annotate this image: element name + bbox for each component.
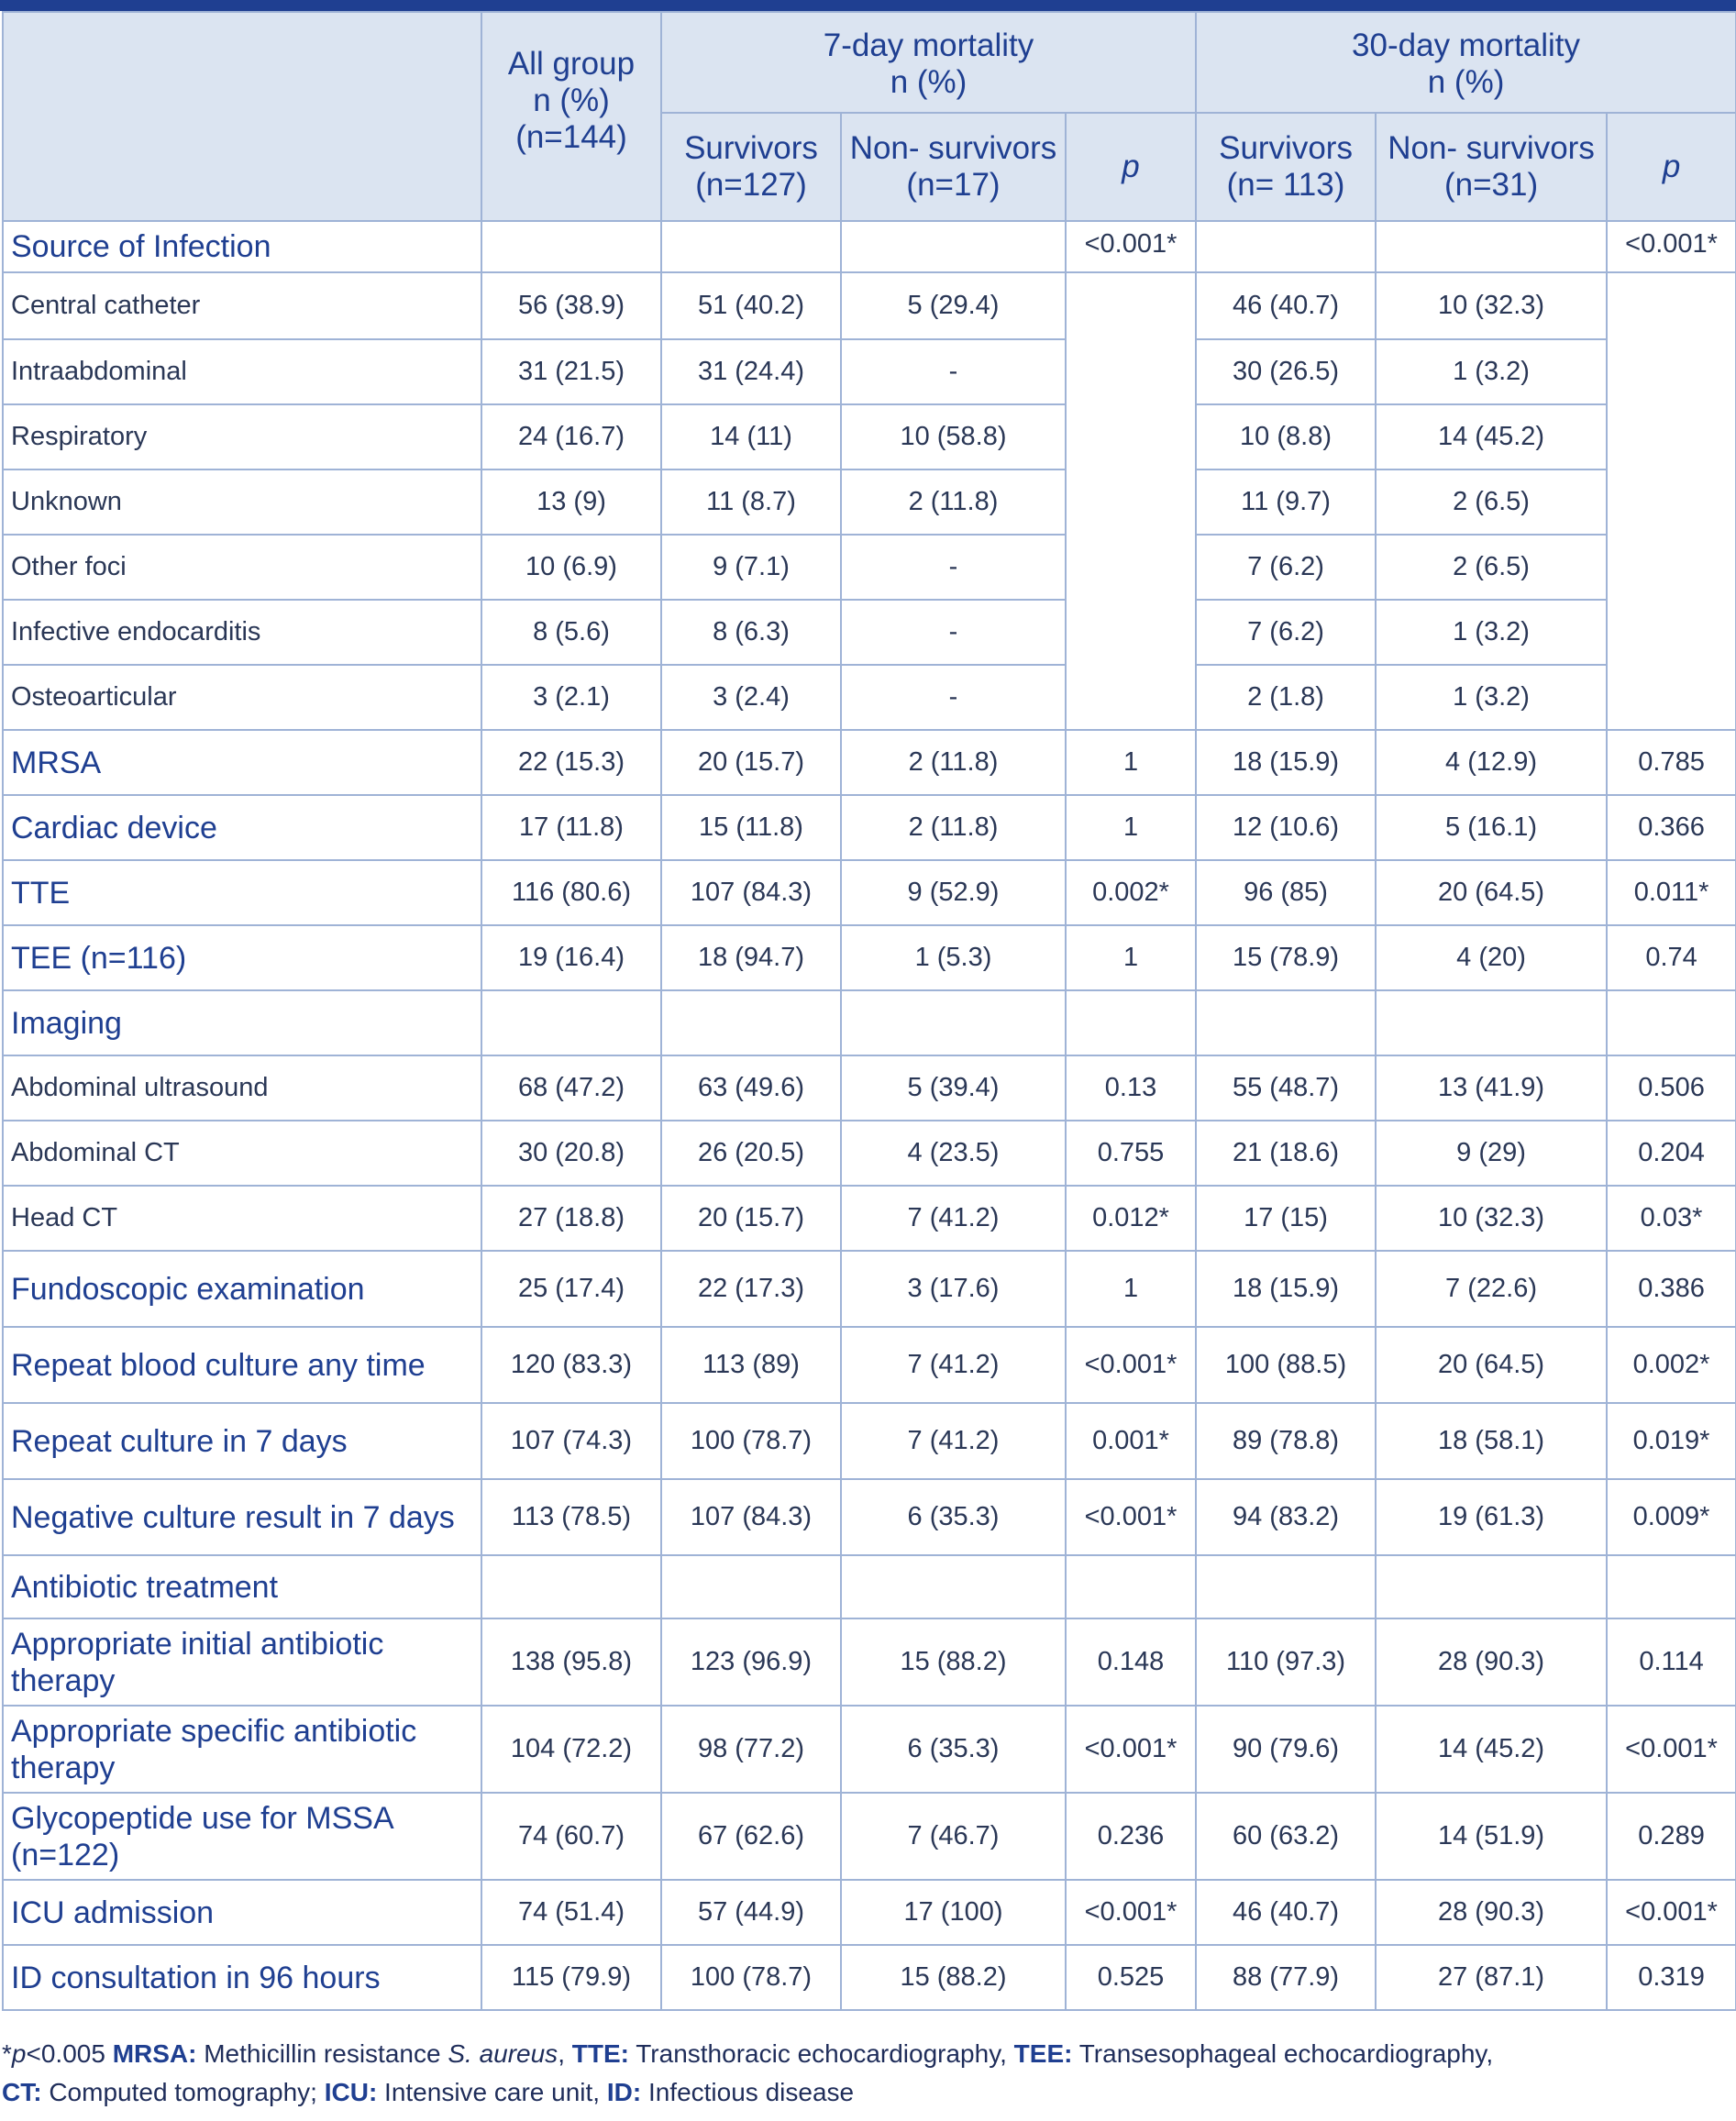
- cell-7day-p: <0.001*: [1066, 1327, 1196, 1403]
- cell-empty: [481, 221, 661, 272]
- cell-empty: [1376, 1555, 1607, 1618]
- cell-7day-survivors: 67 (62.6): [661, 1793, 841, 1880]
- cell-empty: [661, 990, 841, 1055]
- cell-30day-nonsurvivors: 27 (87.1): [1376, 1945, 1607, 2010]
- row-label: Central catheter: [3, 272, 481, 339]
- row-label: TTE: [3, 860, 481, 925]
- cell-all-group: 30 (20.8): [481, 1121, 661, 1186]
- cell-30day-nonsurvivors: 5 (16.1): [1376, 795, 1607, 860]
- cell-30day-p: 0.289: [1607, 1793, 1736, 1880]
- cell-7day-nonsurvivors: 6 (35.3): [841, 1479, 1066, 1555]
- cell-30day-p: <0.001*: [1607, 1706, 1736, 1793]
- cell-7day-p: 0.13: [1066, 1055, 1196, 1121]
- cell-7day-survivors: 107 (84.3): [661, 1479, 841, 1555]
- row-label: Appropriate initial antibiotic therapy: [3, 1618, 481, 1706]
- cell-30day-survivors: 60 (63.2): [1196, 1793, 1376, 1880]
- cell-7day-p: 0.148: [1066, 1618, 1196, 1706]
- cell-30day-survivors: 90 (79.6): [1196, 1706, 1376, 1793]
- cell-7day-nonsurvivors: 15 (88.2): [841, 1618, 1066, 1706]
- cell-empty: [661, 221, 841, 272]
- footnote-abbr: TTE:: [571, 2039, 629, 2068]
- table-row: [3, 860, 1736, 925]
- row-label: ID consultation in 96 hours: [3, 1945, 481, 2010]
- cell-7day-survivors: 100 (78.7): [661, 1945, 841, 2010]
- cell-30day-survivors: 17 (15): [1196, 1186, 1376, 1251]
- cell-30day-nonsurvivors: 19 (61.3): [1376, 1479, 1607, 1555]
- cell-all-group: 3 (2.1): [481, 665, 661, 730]
- cell-7day-p: 1: [1066, 1251, 1196, 1327]
- footnote-abbr: ICU:: [324, 2078, 378, 2106]
- cell-30day-survivors: 18 (15.9): [1196, 1251, 1376, 1327]
- cell-all-group: 8 (5.6): [481, 600, 661, 665]
- cell-7day-p: 0.236: [1066, 1793, 1196, 1880]
- table-row: [3, 1055, 1736, 1121]
- cell-empty: [841, 221, 1066, 272]
- cell-empty: [1196, 1555, 1376, 1618]
- table-row: [3, 1555, 1736, 1618]
- cell-30day-nonsurvivors: 20 (64.5): [1376, 860, 1607, 925]
- cell-30day-nonsurvivors: 9 (29): [1376, 1121, 1607, 1186]
- cell-30day-survivors: 96 (85): [1196, 860, 1376, 925]
- cell-30day-survivors: 11 (9.7): [1196, 469, 1376, 535]
- cell-all-group: 19 (16.4): [481, 925, 661, 990]
- section-imaging: Imaging: [3, 990, 481, 1055]
- cell-all-group: 10 (6.9): [481, 535, 661, 600]
- table-row: [3, 1706, 1736, 1793]
- cell-all-group: 138 (95.8): [481, 1618, 661, 1706]
- cell-30day-p: 0.002*: [1607, 1327, 1736, 1403]
- cell-7day-survivors: 20 (15.7): [661, 730, 841, 795]
- cell-7day-nonsurvivors: 17 (100): [841, 1880, 1066, 1945]
- row-label: Abdominal ultrasound: [3, 1055, 481, 1121]
- merged-7day-p: [1066, 272, 1196, 730]
- row-label: Respiratory: [3, 404, 481, 469]
- table-row: [3, 1251, 1736, 1327]
- cell-30day-survivors: 55 (48.7): [1196, 1055, 1376, 1121]
- cell-all-group: 31 (21.5): [481, 339, 661, 404]
- cell-7day-nonsurvivors: -: [841, 600, 1066, 665]
- cell-7day-p: 1: [1066, 795, 1196, 860]
- table-row: [3, 730, 1736, 795]
- cell-7day-nonsurvivors: 7 (46.7): [841, 1793, 1066, 1880]
- row-label: Intraabdominal: [3, 339, 481, 404]
- cell-30day-nonsurvivors: 13 (41.9): [1376, 1055, 1607, 1121]
- cell-7day-p: <0.001*: [1066, 221, 1196, 272]
- table-row: [3, 795, 1736, 860]
- cell-30day-survivors: 88 (77.9): [1196, 1945, 1376, 2010]
- cell-30day-nonsurvivors: 28 (90.3): [1376, 1618, 1607, 1706]
- cell-empty: [481, 1555, 661, 1618]
- cell-30day-survivors: 18 (15.9): [1196, 730, 1376, 795]
- cell-7day-survivors: 123 (96.9): [661, 1618, 841, 1706]
- cell-30day-p: 0.366: [1607, 795, 1736, 860]
- cell-7day-p: <0.001*: [1066, 1706, 1196, 1793]
- cell-7day-survivors: 18 (94.7): [661, 925, 841, 990]
- cell-empty: [1196, 990, 1376, 1055]
- row-label: Abdominal CT: [3, 1121, 481, 1186]
- cell-7day-survivors: 63 (49.6): [661, 1055, 841, 1121]
- row-label: Head CT: [3, 1186, 481, 1251]
- cell-30day-p: 0.204: [1607, 1121, 1736, 1186]
- cell-empty: [1066, 1555, 1196, 1618]
- cell-7day-survivors: 22 (17.3): [661, 1251, 841, 1327]
- row-label: Osteoarticular: [3, 665, 481, 730]
- row-label: MRSA: [3, 730, 481, 795]
- cell-all-group: 68 (47.2): [481, 1055, 661, 1121]
- cell-empty: [481, 990, 661, 1055]
- header-7day-p: p: [1066, 113, 1196, 221]
- cell-7day-survivors: 113 (89): [661, 1327, 841, 1403]
- cell-7day-survivors: 57 (44.9): [661, 1880, 841, 1945]
- cell-30day-survivors: 46 (40.7): [1196, 1880, 1376, 1945]
- footnote-line-1: *p<0.005 MRSA: Methicillin resistance S. aureus, TTE: Transthoracic echocardiography, TEE: Transesophageal echocardiography,: [2, 2039, 1494, 2068]
- row-label: Unknown: [3, 469, 481, 535]
- cell-30day-survivors: 12 (10.6): [1196, 795, 1376, 860]
- cell-7day-survivors: 8 (6.3): [661, 600, 841, 665]
- cell-7day-survivors: 3 (2.4): [661, 665, 841, 730]
- footnote-abbr: CT:: [2, 2078, 42, 2106]
- footnote-abbr: ID:: [606, 2078, 642, 2106]
- cell-7day-nonsurvivors: 15 (88.2): [841, 1945, 1066, 2010]
- cell-30day-p: 0.785: [1607, 730, 1736, 795]
- table-row: [3, 1403, 1736, 1479]
- cell-all-group: 113 (78.5): [481, 1479, 661, 1555]
- cell-30day-p: 0.03*: [1607, 1186, 1736, 1251]
- table-row: [3, 1327, 1736, 1403]
- cell-30day-nonsurvivors: 2 (6.5): [1376, 469, 1607, 535]
- table-row: [3, 404, 1736, 469]
- cell-7day-p: 0.012*: [1066, 1186, 1196, 1251]
- cell-30day-survivors: 30 (26.5): [1196, 339, 1376, 404]
- header-30day-nonsurvivors: Non- survivors (n=31): [1376, 113, 1607, 221]
- cell-7day-survivors: 100 (78.7): [661, 1403, 841, 1479]
- cell-all-group: 24 (16.7): [481, 404, 661, 469]
- cell-empty: [1376, 990, 1607, 1055]
- table-row: [3, 272, 1736, 339]
- header-30day-survivors: Survivors (n= 113): [1196, 113, 1376, 221]
- cell-30day-survivors: 7 (6.2): [1196, 535, 1376, 600]
- cell-7day-nonsurvivors: 3 (17.6): [841, 1251, 1066, 1327]
- cell-7day-survivors: 9 (7.1): [661, 535, 841, 600]
- cell-30day-survivors: 100 (88.5): [1196, 1327, 1376, 1403]
- cell-all-group: 116 (80.6): [481, 860, 661, 925]
- cell-all-group: 22 (15.3): [481, 730, 661, 795]
- row-label: Glycopeptide use for MSSA (n=122): [3, 1793, 481, 1880]
- cell-empty: [1376, 221, 1607, 272]
- cell-30day-survivors: 15 (78.9): [1196, 925, 1376, 990]
- cell-all-group: 104 (72.2): [481, 1706, 661, 1793]
- cell-all-group: 120 (83.3): [481, 1327, 661, 1403]
- row-label: Negative culture result in 7 days: [3, 1479, 481, 1555]
- cell-30day-nonsurvivors: 4 (20): [1376, 925, 1607, 990]
- row-label: Repeat blood culture any time: [3, 1327, 481, 1403]
- cell-7day-nonsurvivors: 7 (41.2): [841, 1327, 1066, 1403]
- row-label: Infective endocarditis: [3, 600, 481, 665]
- cell-30day-nonsurvivors: 18 (58.1): [1376, 1403, 1607, 1479]
- header-all-group: All group n (%) (n=144): [481, 12, 661, 221]
- cell-30day-p: 0.506: [1607, 1055, 1736, 1121]
- footnote-abbr: MRSA:: [112, 2039, 197, 2068]
- cell-30day-survivors: 94 (83.2): [1196, 1479, 1376, 1555]
- table-row: [3, 600, 1736, 665]
- cell-30day-nonsurvivors: 4 (12.9): [1376, 730, 1607, 795]
- cell-30day-survivors: 89 (78.8): [1196, 1403, 1376, 1479]
- cell-7day-nonsurvivors: 9 (52.9): [841, 860, 1066, 925]
- cell-all-group: 56 (38.9): [481, 272, 661, 339]
- footnote: [2, 2035, 1736, 2112]
- table-row: [3, 1121, 1736, 1186]
- top-accent-bar: [0, 0, 1736, 11]
- cell-30day-nonsurvivors: 20 (64.5): [1376, 1327, 1607, 1403]
- table-row: [3, 339, 1736, 404]
- cell-30day-p: 0.319: [1607, 1945, 1736, 2010]
- cell-30day-p: 0.009*: [1607, 1479, 1736, 1555]
- cell-7day-nonsurvivors: 2 (11.8): [841, 730, 1066, 795]
- cell-7day-nonsurvivors: -: [841, 665, 1066, 730]
- cell-7day-nonsurvivors: 4 (23.5): [841, 1121, 1066, 1186]
- cell-7day-p: 1: [1066, 925, 1196, 990]
- cell-all-group: 17 (11.8): [481, 795, 661, 860]
- cell-7day-p: 0.002*: [1066, 860, 1196, 925]
- cell-7day-survivors: 26 (20.5): [661, 1121, 841, 1186]
- table-row: [3, 990, 1736, 1055]
- cell-7day-survivors: 107 (84.3): [661, 860, 841, 925]
- cell-30day-nonsurvivors: 28 (90.3): [1376, 1880, 1607, 1945]
- row-label: Cardiac device: [3, 795, 481, 860]
- header-7day-survivors: Survivors (n=127): [661, 113, 841, 221]
- cell-7day-p: 0.755: [1066, 1121, 1196, 1186]
- cell-7day-survivors: 31 (24.4): [661, 339, 841, 404]
- table-row: [3, 1945, 1736, 2010]
- cell-30day-nonsurvivors: 14 (45.2): [1376, 404, 1607, 469]
- table-row: [3, 221, 1736, 272]
- cell-empty: [1196, 221, 1376, 272]
- cell-30day-nonsurvivors: 14 (45.2): [1376, 1706, 1607, 1793]
- cell-30day-p: <0.001*: [1607, 221, 1736, 272]
- cell-7day-p: 1: [1066, 730, 1196, 795]
- cell-empty: [841, 990, 1066, 1055]
- cell-30day-nonsurvivors: 10 (32.3): [1376, 272, 1607, 339]
- results-table: [2, 11, 1736, 2011]
- table-body: [3, 221, 1736, 2010]
- cell-30day-nonsurvivors: 2 (6.5): [1376, 535, 1607, 600]
- table-row: [3, 1479, 1736, 1555]
- cell-empty: [1607, 990, 1736, 1055]
- table-row: [3, 1618, 1736, 1706]
- cell-30day-survivors: 21 (18.6): [1196, 1121, 1376, 1186]
- table-row: [3, 665, 1736, 730]
- cell-7day-nonsurvivors: 1 (5.3): [841, 925, 1066, 990]
- cell-empty: [1066, 990, 1196, 1055]
- cell-30day-p: 0.386: [1607, 1251, 1736, 1327]
- header-7day-nonsurvivors: Non- survivors (n=17): [841, 113, 1066, 221]
- cell-30day-nonsurvivors: 1 (3.2): [1376, 600, 1607, 665]
- header-30day-p: p: [1607, 113, 1736, 221]
- cell-7day-survivors: 11 (8.7): [661, 469, 841, 535]
- cell-7day-nonsurvivors: 2 (11.8): [841, 795, 1066, 860]
- header-empty-cell: [3, 12, 481, 221]
- row-label: Fundoscopic examination: [3, 1251, 481, 1327]
- cell-all-group: 74 (51.4): [481, 1880, 661, 1945]
- cell-7day-p: <0.001*: [1066, 1479, 1196, 1555]
- cell-all-group: 107 (74.3): [481, 1403, 661, 1479]
- cell-30day-p: 0.114: [1607, 1618, 1736, 1706]
- cell-7day-p: 0.001*: [1066, 1403, 1196, 1479]
- footnote-line-2: CT: Computed tomography; ICU: Intensive care unit, ID: Infectious disease: [2, 2078, 855, 2106]
- table-row: [3, 1186, 1736, 1251]
- cell-7day-survivors: 14 (11): [661, 404, 841, 469]
- cell-30day-nonsurvivors: 10 (32.3): [1376, 1186, 1607, 1251]
- cell-30day-p: 0.019*: [1607, 1403, 1736, 1479]
- cell-30day-nonsurvivors: 1 (3.2): [1376, 665, 1607, 730]
- cell-7day-p: <0.001*: [1066, 1880, 1196, 1945]
- cell-30day-survivors: 10 (8.8): [1196, 404, 1376, 469]
- cell-7day-survivors: 98 (77.2): [661, 1706, 841, 1793]
- table-row: [3, 469, 1736, 535]
- cell-30day-survivors: 110 (97.3): [1196, 1618, 1376, 1706]
- cell-30day-p: <0.001*: [1607, 1880, 1736, 1945]
- row-label: Other foci: [3, 535, 481, 600]
- row-label: Repeat culture in 7 days: [3, 1403, 481, 1479]
- cell-all-group: 13 (9): [481, 469, 661, 535]
- table-row: [3, 1880, 1736, 1945]
- cell-30day-survivors: 7 (6.2): [1196, 600, 1376, 665]
- cell-7day-nonsurvivors: 6 (35.3): [841, 1706, 1066, 1793]
- row-label: ICU admission: [3, 1880, 481, 1945]
- cell-7day-survivors: 15 (11.8): [661, 795, 841, 860]
- cell-30day-nonsurvivors: 7 (22.6): [1376, 1251, 1607, 1327]
- footnote-abbr: TEE:: [1013, 2039, 1073, 2068]
- cell-30day-survivors: 46 (40.7): [1196, 272, 1376, 339]
- cell-7day-nonsurvivors: 10 (58.8): [841, 404, 1066, 469]
- cell-all-group: 74 (60.7): [481, 1793, 661, 1880]
- cell-7day-nonsurvivors: -: [841, 535, 1066, 600]
- cell-7day-nonsurvivors: -: [841, 339, 1066, 404]
- cell-7day-nonsurvivors: 7 (41.2): [841, 1403, 1066, 1479]
- row-label: TEE (n=116): [3, 925, 481, 990]
- header-30day-mortality: 30-day mortality n (%): [1196, 12, 1736, 113]
- cell-7day-nonsurvivors: 7 (41.2): [841, 1186, 1066, 1251]
- cell-30day-nonsurvivors: 14 (51.9): [1376, 1793, 1607, 1880]
- cell-7day-survivors: 20 (15.7): [661, 1186, 841, 1251]
- cell-empty: [661, 1555, 841, 1618]
- merged-30day-p: [1607, 272, 1736, 730]
- cell-7day-survivors: 51 (40.2): [661, 272, 841, 339]
- section-antibiotic-treatment: Antibiotic treatment: [3, 1555, 481, 1618]
- cell-empty: [841, 1555, 1066, 1618]
- cell-30day-p: 0.011*: [1607, 860, 1736, 925]
- cell-all-group: 27 (18.8): [481, 1186, 661, 1251]
- cell-30day-survivors: 2 (1.8): [1196, 665, 1376, 730]
- row-label: Appropriate specific antibiotic therapy: [3, 1706, 481, 1793]
- table-row: [3, 1793, 1736, 1880]
- cell-all-group: 25 (17.4): [481, 1251, 661, 1327]
- table-row: [3, 925, 1736, 990]
- header-7day-mortality: 7-day mortality n (%): [661, 12, 1196, 113]
- cell-7day-p: 0.525: [1066, 1945, 1196, 2010]
- section-source-of-infection: Source of Infection: [3, 221, 481, 272]
- cell-30day-nonsurvivors: 1 (3.2): [1376, 339, 1607, 404]
- cell-7day-nonsurvivors: 5 (29.4): [841, 272, 1066, 339]
- cell-7day-nonsurvivors: 2 (11.8): [841, 469, 1066, 535]
- cell-7day-nonsurvivors: 5 (39.4): [841, 1055, 1066, 1121]
- table-row: [3, 535, 1736, 600]
- cell-all-group: 115 (79.9): [481, 1945, 661, 2010]
- cell-30day-p: 0.74: [1607, 925, 1736, 990]
- cell-empty: [1607, 1555, 1736, 1618]
